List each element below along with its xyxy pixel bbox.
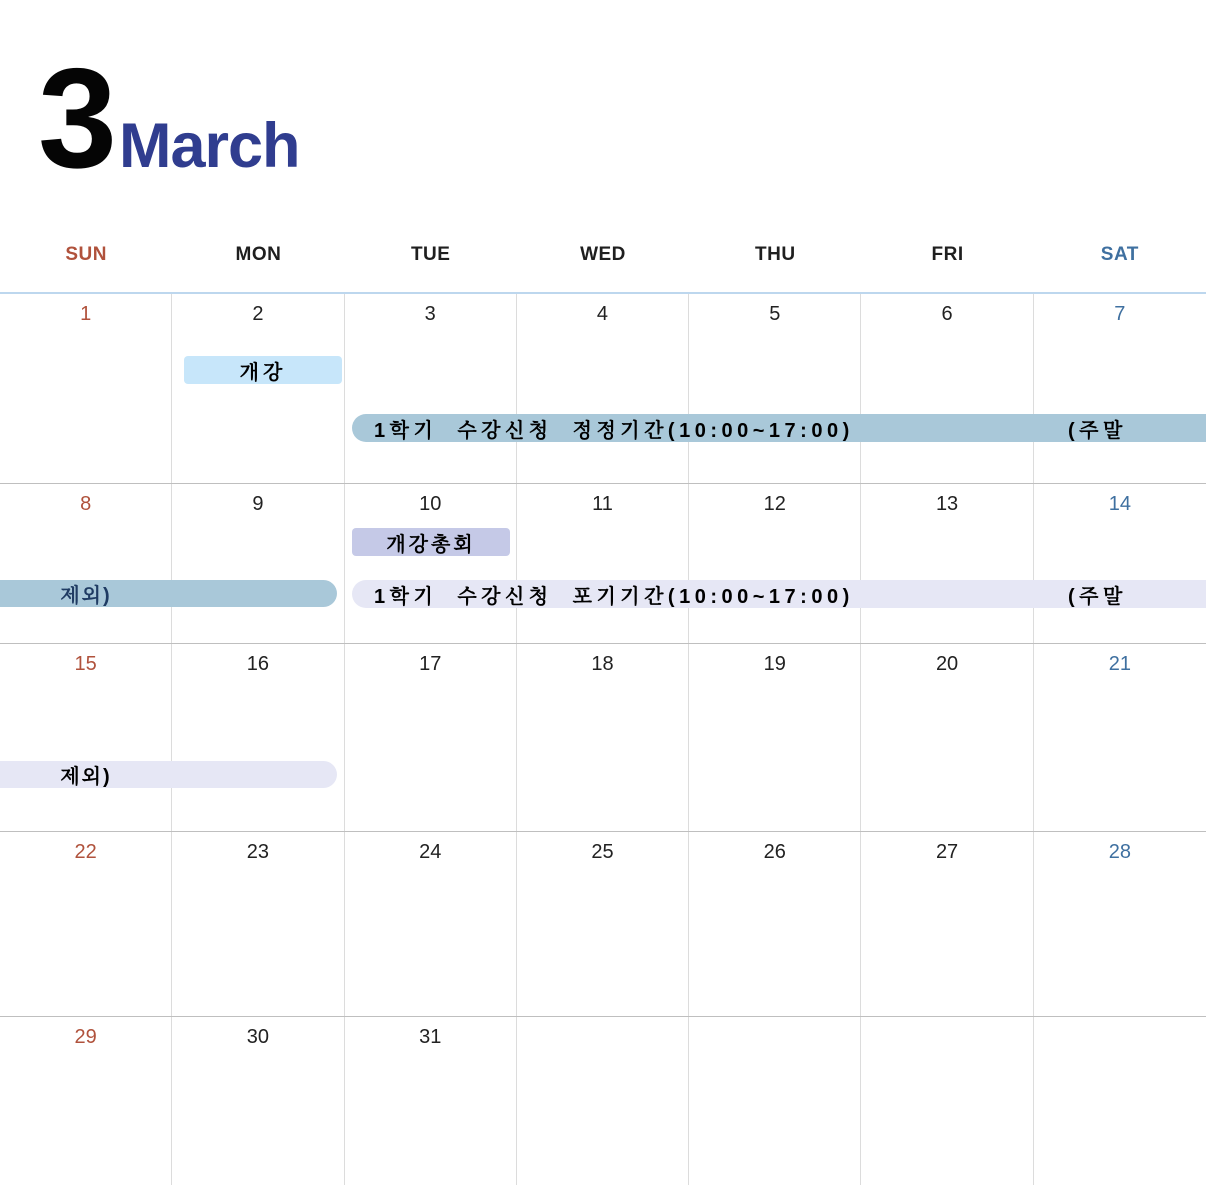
weekday-mon: MON	[235, 244, 282, 265]
event-label: 제외)	[60, 585, 112, 607]
day-number: 9	[252, 493, 264, 515]
event-course-correction-period	[352, 414, 1206, 442]
weekday-sun: SUN	[65, 244, 107, 265]
event-label: 개강총회	[386, 533, 476, 556]
weekday-wed: WED	[580, 244, 626, 265]
day-number: 13	[935, 493, 959, 515]
event-semester-start	[184, 356, 342, 384]
calendar-grid	[0, 294, 1206, 1185]
day-number: 6	[941, 303, 953, 325]
day-number: 14	[1108, 493, 1131, 515]
event-label: 1학기 수강신청 정정기간(10:00~17:00)	[374, 419, 854, 442]
day-number: 12	[763, 493, 786, 515]
day-number: 21	[1108, 653, 1131, 675]
day-number: 28	[1108, 841, 1131, 863]
day-number: 10	[419, 493, 442, 515]
day-number: 26	[763, 841, 786, 863]
day-number: 16	[246, 653, 270, 675]
day-number: 15	[74, 653, 97, 675]
event-label: 제외)	[60, 766, 112, 788]
day-number: 8	[80, 493, 92, 515]
event-label: 1학기 수강신청 포기기간(10:00~17:00)	[374, 585, 854, 608]
calendar-title	[38, 39, 300, 198]
day-number: 17	[419, 653, 442, 675]
weekday-header	[0, 244, 1206, 266]
event-opening-general-meeting	[352, 528, 510, 556]
day-number: 2	[252, 303, 264, 325]
weekday-fri: FRI	[931, 244, 964, 265]
day-number: 4	[596, 303, 609, 325]
weekday-tue: TUE	[410, 244, 451, 265]
day-number: 29	[74, 1026, 97, 1048]
event-course-correction-continuation	[0, 580, 337, 607]
day-number: 5	[769, 303, 781, 325]
event-weekend-note: (주말	[1068, 419, 1127, 442]
event-course-withdrawal-period	[352, 580, 1206, 608]
day-number: 18	[591, 653, 614, 675]
events-layer	[0, 294, 1206, 1185]
day-number: 19	[763, 653, 786, 675]
weekday-thu: THU	[755, 244, 796, 265]
day-number: 22	[74, 841, 97, 863]
month-name: March	[118, 111, 300, 181]
day-number: 31	[419, 1026, 442, 1048]
event-weekend-note: (주말	[1068, 585, 1127, 608]
day-number: 7	[1114, 303, 1126, 325]
day-number: 11	[592, 493, 613, 515]
event-label: 개강	[239, 361, 287, 384]
day-number: 1	[80, 303, 92, 325]
day-number: 24	[419, 841, 442, 863]
day-number: 30	[246, 1026, 270, 1048]
day-number: 20	[935, 653, 959, 675]
day-number: 25	[591, 841, 614, 863]
day-number: 23	[246, 841, 270, 863]
month-number: 3	[38, 39, 114, 198]
day-number: 27	[935, 841, 959, 863]
day-number: 3	[424, 303, 436, 325]
event-course-withdrawal-continuation	[0, 761, 337, 788]
weekday-sat: SAT	[1100, 244, 1139, 265]
